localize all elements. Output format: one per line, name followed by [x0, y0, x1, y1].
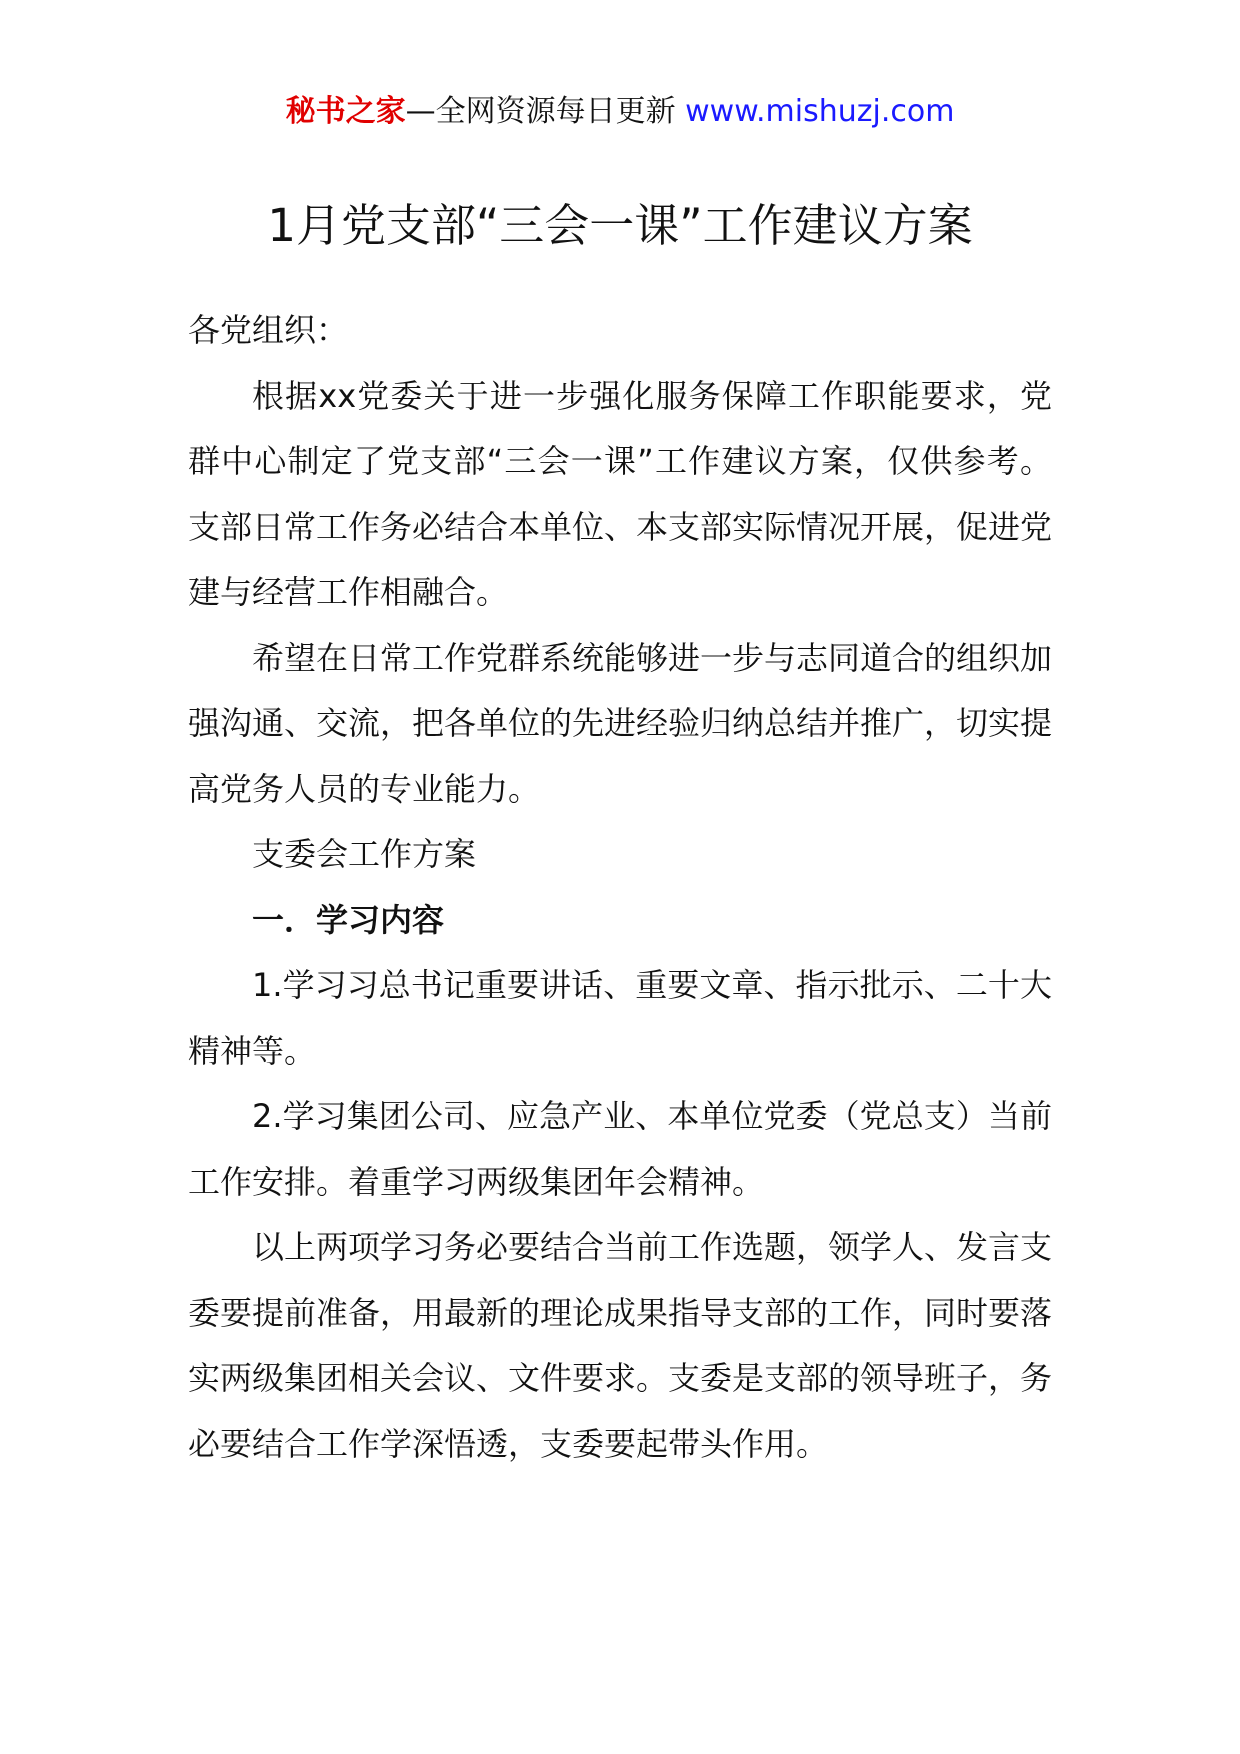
section-heading-committee-plan: 支委会工作方案	[252, 835, 477, 873]
salutation: 各党组织：	[188, 311, 349, 349]
site-url-link[interactable]: www.mishuzj.com	[685, 94, 955, 129]
list-item-study-2: 2.学习集团公司、应急产业、本单位党委（党总支）当前工作安排。着重学习两级集团年会精神。	[188, 1097, 1052, 1201]
document-body	[188, 298, 1052, 1477]
document-title: 1月党支部“三会一课”工作建议方案	[267, 199, 973, 252]
list-item-study-1: 1.学习习总书记重要讲话、重要文章、指示批示、二十大精神等。	[188, 966, 1052, 1070]
header-tagline: —全网资源每日更新	[405, 94, 686, 129]
paragraph-hope: 希望在日常工作党群系统能够进一步与志同道合的组织加强沟通、交流，把各单位的先进经验归纳总结并推广，切实提高党务人员的专业能力。	[188, 638, 1053, 808]
brand-name: 秘书之家	[285, 94, 406, 129]
site-header	[0, 92, 1240, 132]
paragraph-intro: 根据xx党委关于进一步强化服务保障工作职能要求，党群中心制定了党支部“三会一课”工作建议方案，仅供参考。支部日常工作务必结合本单位、本支部实际情况开展，促进党建与经营工作相融合。	[188, 376, 1053, 611]
paragraph-study-requirements: 以上两项学习务必要结合当前工作选题，领学人、发言支委要提前准备，用最新的理论成果指导支部的工作，同时要落实两级集团相关会议、文件要求。支委是支部的领导班子，务必要结合工作学深悟透，支委要起带头作用。	[188, 1228, 1053, 1463]
section-heading-study-content: 一．学习内容	[252, 900, 445, 939]
